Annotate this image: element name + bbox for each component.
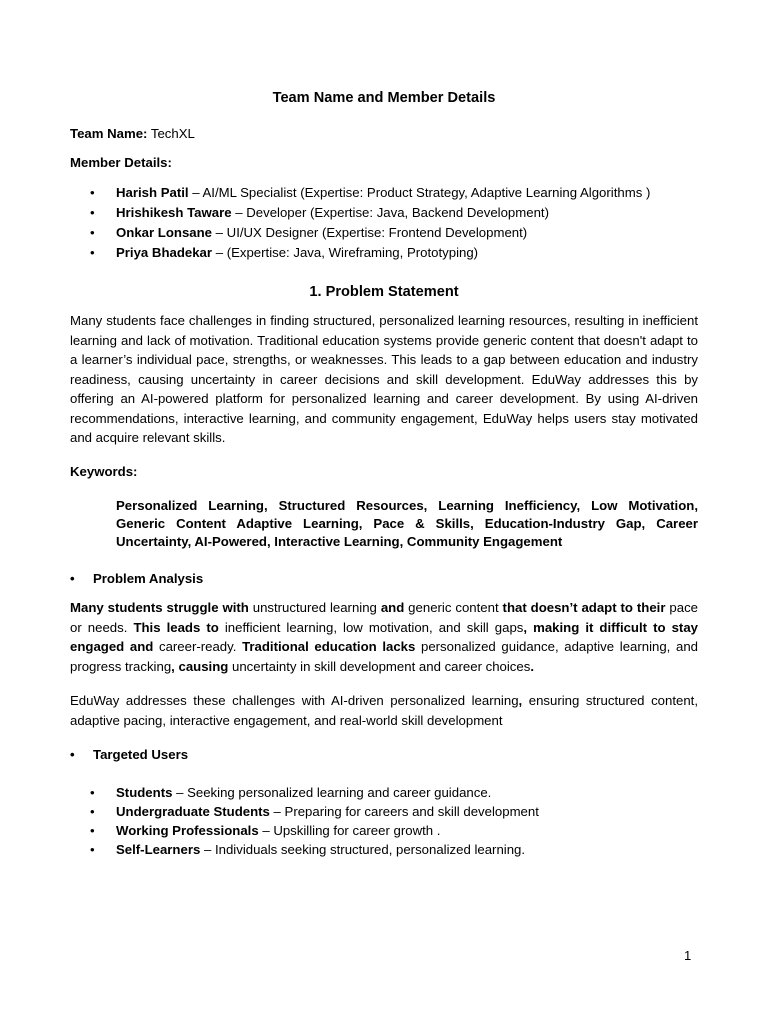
bullet-icon: • <box>70 747 75 762</box>
bullet-icon: • <box>90 804 95 819</box>
problem-analysis-item <box>70 569 203 589</box>
analysis-bold-text: This leads to <box>133 619 219 635</box>
bullet-icon: • <box>70 571 75 586</box>
bullet-icon: • <box>90 245 95 260</box>
user-description: – Upskilling for career growth . <box>258 823 441 838</box>
targeted-users-item <box>70 745 188 765</box>
analysis-bold-text: , making it difficult to stay engaged and <box>70 619 698 654</box>
section-heading-problem-statement: 1. Problem Statement <box>309 284 459 300</box>
analysis-bold-text: that doesn’t adapt to their <box>502 600 666 615</box>
analysis-text: personalized guidance, adaptive learning, and progress tracking <box>70 639 698 674</box>
analysis-bold-text: . <box>530 658 535 674</box>
user-item <box>70 802 539 821</box>
page-number: 1 <box>684 948 692 963</box>
member-name: Hrishikesh Taware <box>116 205 232 220</box>
user-type: Students <box>116 785 173 800</box>
member-list <box>70 183 650 263</box>
analysis-bold-text: , causing <box>171 658 229 674</box>
user-type: Working Professionals <box>116 823 259 838</box>
member-name: Harish Patil <box>116 185 189 200</box>
bullet-icon: • <box>90 205 95 220</box>
page-title: Team Name and Member Details <box>272 90 496 106</box>
bullet-icon: • <box>90 842 95 857</box>
bullet-icon: • <box>90 785 95 800</box>
member-item <box>70 223 650 243</box>
member-name: Onkar Lonsane <box>116 225 213 240</box>
bullet-icon: • <box>90 225 95 240</box>
keywords-label: Keywords: <box>70 464 138 479</box>
targeted-users-label: Targeted Users <box>93 747 189 762</box>
user-item <box>70 821 539 840</box>
bullet-icon: • <box>90 185 95 200</box>
analysis-text: uncertainty in skill development and career choices <box>228 658 531 674</box>
analysis-text: career-ready. <box>153 639 243 654</box>
team-name-value: TechXL <box>147 126 195 141</box>
solution-text: ensuring structured content, adaptive pacing, interactive engagement, and real-world skill development <box>70 693 698 728</box>
analysis-text: generic content <box>404 600 503 615</box>
analysis-bold-text: Many students struggle with <box>70 600 249 615</box>
analysis-text: inefficient learning, low motivation, and skill gaps <box>218 619 524 635</box>
solution-paragraph <box>70 691 698 730</box>
user-type: Undergraduate Students <box>116 804 270 819</box>
keywords-text: Personalized Learning, Structured Resources, Learning Inefficiency, Low Motivation, Generic Content Adaptive Learning, Pace & Skills, Education-Industry Gap, Career Uncertainty, AI-Powered, Interactive Learning, Community Engagement <box>116 498 698 549</box>
team-name-line <box>70 124 195 144</box>
analysis-bold-text: and <box>380 600 405 615</box>
analysis-text: pace or needs. <box>70 600 699 635</box>
member-role: – AI/ML Specialist (Expertise: Product Strategy, Adaptive Learning Algorithms ) <box>188 185 651 200</box>
user-description: – Preparing for careers and skill development <box>269 804 539 819</box>
solution-text: EduWay addresses these challenges with AI-driven personalized learning <box>70 693 519 708</box>
user-item <box>70 840 539 859</box>
member-name: Priya Bhadekar <box>116 245 213 260</box>
user-item <box>70 783 539 802</box>
problem-analysis-label: Problem Analysis <box>93 571 204 586</box>
user-description: – Individuals seeking structured, personalized learning. <box>200 842 526 857</box>
targeted-users-list <box>70 783 539 859</box>
member-role: – UI/UX Designer (Expertise: Frontend Development) <box>212 225 528 240</box>
problem-statement-paragraph: Many students face challenges in finding structured, personalized learning resources, resulting in inefficient learning and lack of motivation. Traditional education systems provide generic content that doesn't adapt to a learner’s individual pace, strengths, or weaknesses. This leads to a gap between education and industry readiness, causing uncertainty in career decisions and skill development. EduWay addresses this by offering an AI-powered platform for personalized learning and career development. By using AI-driven recommendations, interactive learning, and community engagement, EduWay helps users stay motivated and acquire relevant skills. <box>70 313 698 445</box>
member-details-label: Member Details: <box>70 155 172 170</box>
user-description: – Seeking personalized learning and career guidance. <box>172 785 492 800</box>
member-item <box>70 243 650 263</box>
problem-analysis-paragraph <box>70 598 698 676</box>
solution-bold-text: , <box>518 693 523 708</box>
analysis-text: unstructured learning <box>248 600 381 615</box>
member-item <box>70 183 650 203</box>
user-type: Self-Learners <box>116 842 201 857</box>
team-name-label: Team Name: <box>70 126 148 141</box>
member-role: – Developer (Expertise: Java, Backend Development) <box>231 205 549 220</box>
member-item <box>70 203 650 223</box>
member-role: – (Expertise: Java, Wireframing, Prototyping) <box>212 245 479 260</box>
bullet-icon: • <box>90 823 95 838</box>
analysis-bold-text: Traditional education lacks <box>242 639 416 654</box>
